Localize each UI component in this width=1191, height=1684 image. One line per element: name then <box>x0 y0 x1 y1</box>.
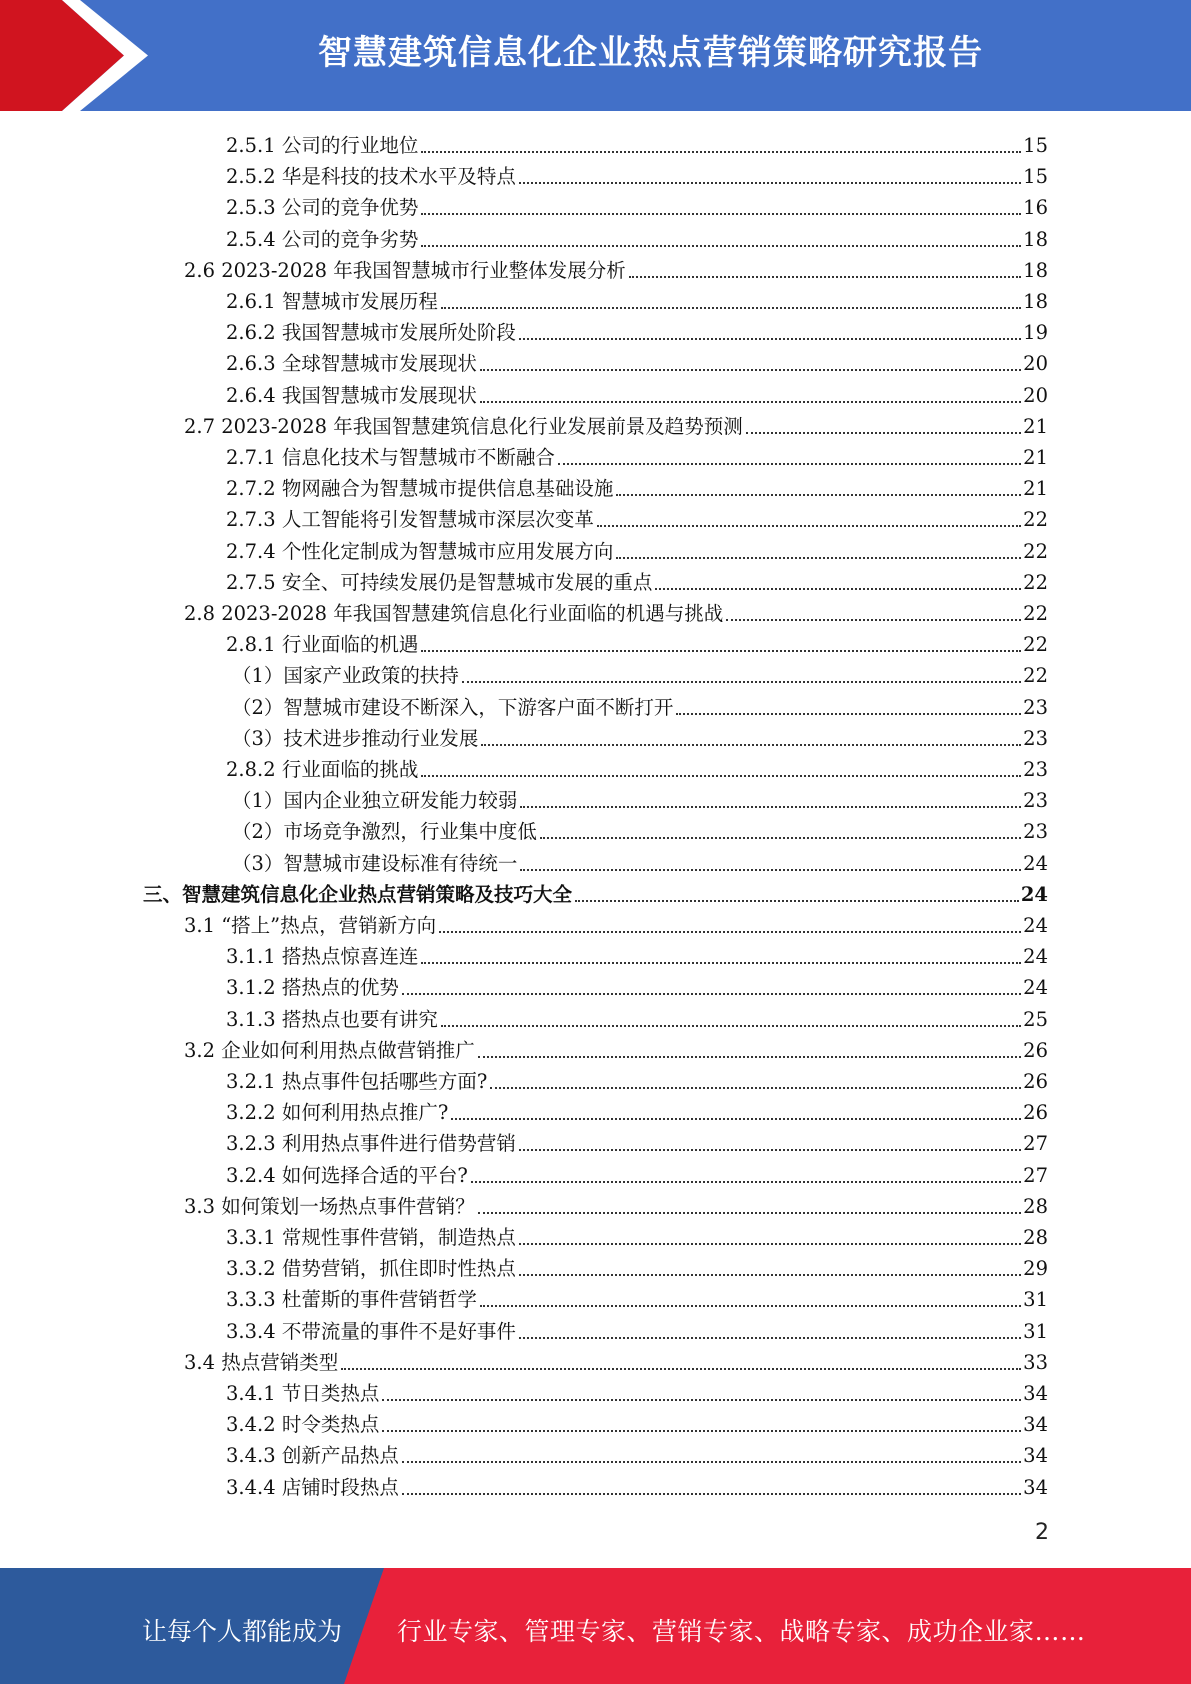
toc-dot-leader <box>558 463 1021 465</box>
toc-dot-leader <box>519 1149 1021 1151</box>
toc-entry[interactable] <box>143 877 1048 908</box>
toc-entry-page: 24 <box>1023 914 1048 937</box>
toc-entry[interactable] <box>226 378 1048 409</box>
toc-dot-leader <box>597 525 1021 527</box>
toc-entry-page: 22 <box>1023 570 1048 594</box>
toc-dot-leader <box>421 962 1021 964</box>
toc-entry[interactable] <box>226 1470 1048 1501</box>
toc-entry-title: 3.1 “搭上”热点，营销新方向 <box>184 914 437 937</box>
toc-entry-title: 3.4.1 节日类热点 <box>226 1382 380 1405</box>
toc-entry[interactable] <box>184 1033 1048 1064</box>
toc-dot-leader <box>540 837 1021 839</box>
toc-dot-leader <box>402 1493 1021 1495</box>
toc-entry-title: 3.2.3 利用热点事件进行借势营销 <box>226 1132 516 1156</box>
toc-entry-title: 3.3.3 杜蕾斯的事件营销哲学 <box>226 1288 477 1312</box>
toc-dot-leader <box>402 1461 1021 1463</box>
toc-entry-page: 21 <box>1023 446 1048 469</box>
toc-entry[interactable] <box>226 1220 1048 1251</box>
toc-entry[interactable] <box>226 1002 1048 1033</box>
toc-dot-leader <box>520 869 1021 871</box>
toc-entry-page: 33 <box>1023 1350 1048 1374</box>
toc-entry[interactable] <box>226 534 1048 565</box>
toc-dot-leader <box>520 806 1021 808</box>
toc-entry[interactable] <box>226 1251 1048 1282</box>
toc-dot-leader <box>471 1181 1021 1183</box>
toc-entry[interactable] <box>226 1064 1048 1095</box>
footer-slogan-right: 行业专家、管理专家、营销专家、战略专家、成功企业家…… <box>397 1617 1086 1646</box>
toc-entry-page: 31 <box>1023 1319 1048 1343</box>
toc-entry-title: （2）智慧城市建设不断深入，下游客户面不断打开 <box>232 695 674 719</box>
toc-dot-leader <box>402 993 1021 995</box>
toc-dot-leader <box>462 681 1021 683</box>
toc-dot-leader <box>519 1337 1021 1339</box>
toc-entry-title: 3.2 企业如何利用热点做营销推广 <box>184 1038 475 1062</box>
toc-entry-title: 2.8 2023-2028 年我国智慧建筑信息化行业面临的机遇与挑战 <box>184 602 724 625</box>
toc-entry[interactable] <box>184 253 1048 284</box>
toc-entry-title: 3.1.3 搭热点也要有讲究 <box>226 1007 438 1031</box>
toc-entry-page: 24 <box>1023 851 1048 875</box>
toc-entry-title: 3.3 如何策划一场热点事件营销？ <box>184 1194 475 1218</box>
toc-entry-page: 18 <box>1023 258 1048 282</box>
toc-entry[interactable] <box>226 1407 1048 1438</box>
toc-entry-page: 20 <box>1023 352 1048 376</box>
toc-entry[interactable] <box>226 1376 1048 1407</box>
toc-entry-title: 3.3.4 不带流量的事件不是好事件 <box>226 1319 516 1343</box>
header-red-arrow-icon <box>0 0 150 111</box>
toc-entry-title: 3.4.2 时令类热点 <box>226 1413 380 1437</box>
toc-entry-title: 2.5.1 公司的行业地位 <box>226 134 419 157</box>
toc-dot-leader <box>421 151 1021 153</box>
toc-entry[interactable] <box>226 502 1048 533</box>
toc-entry[interactable] <box>226 752 1048 783</box>
toc-dot-leader <box>629 276 1021 278</box>
toc-entry-title: 2.7.1 信息化技术与智慧城市不断融合 <box>226 446 555 469</box>
toc-entry-page: 21 <box>1023 414 1048 438</box>
toc-entry[interactable] <box>226 1126 1048 1157</box>
toc-entry-page: 27 <box>1023 1163 1048 1187</box>
toc-dot-leader <box>451 1118 1021 1120</box>
toc-entry[interactable] <box>226 346 1048 377</box>
toc-dot-leader <box>490 1087 1021 1089</box>
toc-entry[interactable] <box>226 222 1048 253</box>
toc-entry-title: 2.8.2 行业面临的挑战 <box>226 758 419 781</box>
toc-entry[interactable] <box>232 658 1048 689</box>
toc-dot-leader <box>481 744 1021 746</box>
toc-entry-page: 28 <box>1023 1194 1048 1218</box>
toc-entry-title: 2.5.2 华是科技的技术水平及特点 <box>226 165 516 189</box>
toc-entry[interactable] <box>226 128 1048 159</box>
toc-entry[interactable] <box>232 783 1048 814</box>
toc-dot-leader <box>746 432 1021 434</box>
toc-entry-title: 2.7 2023-2028 年我国智慧建筑信息化行业发展前景及趋势预测 <box>184 414 743 438</box>
toc-entry[interactable] <box>184 1189 1048 1220</box>
toc-entry-title: 3.4.3 创新产品热点 <box>226 1444 399 1468</box>
toc-dot-leader <box>655 588 1021 590</box>
toc-entry-page: 34 <box>1023 1382 1048 1405</box>
toc-entry[interactable] <box>226 1438 1048 1469</box>
toc-entry-page: 21 <box>1023 477 1048 501</box>
toc-dot-leader <box>421 213 1021 215</box>
toc-dot-leader <box>519 182 1021 184</box>
toc-entry[interactable] <box>232 690 1048 721</box>
toc-entry-page: 18 <box>1023 227 1048 251</box>
toc-dot-leader <box>441 1025 1021 1027</box>
toc-entry[interactable] <box>232 814 1048 845</box>
report-title: 智慧建筑信息化企业热点营销策略研究报告 <box>318 33 983 73</box>
toc-entry[interactable] <box>226 939 1048 970</box>
toc-dot-leader <box>676 713 1021 715</box>
toc-entry-page: 22 <box>1023 539 1048 563</box>
toc-entry[interactable] <box>184 1345 1048 1376</box>
toc-dot-leader <box>726 619 1021 621</box>
toc-entry-title: 三、智慧建筑信息化企业热点营销策略及技巧大全 <box>143 882 573 906</box>
toc-entry-page: 26 <box>1023 1038 1048 1062</box>
toc-entry[interactable] <box>226 970 1048 1001</box>
toc-entry-title: 3.1.1 搭热点惊喜连连 <box>226 945 419 969</box>
toc-entry-title: 3.3.2 借势营销，抓住即时性热点 <box>226 1257 516 1281</box>
toc-entry-title: 2.5.4 公司的竞争劣势 <box>226 227 419 251</box>
toc-entry[interactable] <box>226 627 1048 658</box>
toc-dot-leader <box>439 931 1021 933</box>
toc-entry[interactable] <box>184 908 1048 939</box>
toc-dot-leader <box>382 1430 1021 1432</box>
toc-entry-page: 34 <box>1023 1475 1048 1499</box>
toc-entry-page: 15 <box>1023 165 1048 189</box>
toc-entry[interactable] <box>226 284 1048 315</box>
toc-entry-title: 3.2.2 如何利用热点推广? <box>226 1101 449 1125</box>
toc-dot-leader <box>341 1368 1021 1370</box>
toc-entry-page: 34 <box>1023 1444 1048 1468</box>
toc-dot-leader <box>478 1056 1021 1058</box>
toc-entry[interactable] <box>232 846 1048 877</box>
toc-entry[interactable] <box>226 440 1048 471</box>
toc-entry-page: 23 <box>1023 758 1048 781</box>
toc-entry[interactable] <box>226 159 1048 190</box>
toc-entry[interactable] <box>226 1095 1048 1126</box>
toc-entry-page: 25 <box>1023 1007 1048 1031</box>
toc-entry-title: 2.6.3 全球智慧城市发展现状 <box>226 352 477 376</box>
toc-entry[interactable] <box>226 1158 1048 1189</box>
toc-entry-title: 2.5.3 公司的竞争优势 <box>226 196 419 220</box>
toc-entry-page: 23 <box>1023 726 1048 750</box>
toc-entry-title: 2.6 2023-2028 年我国智慧城市行业整体发展分析 <box>184 258 626 282</box>
toc-entry-page: 22 <box>1023 508 1048 532</box>
toc-entry-page: 24 <box>1023 976 1048 1000</box>
toc-entry-page: 22 <box>1023 664 1048 688</box>
toc-dot-leader <box>421 245 1021 247</box>
toc-entry-title: 3.4 热点营销类型 <box>184 1350 339 1374</box>
toc-dot-leader <box>478 1212 1021 1214</box>
toc-entry-title: 2.8.1 行业面临的机遇 <box>226 633 419 657</box>
toc-entry[interactable] <box>226 565 1048 596</box>
toc-dot-leader <box>480 369 1021 371</box>
toc-entry-page: 31 <box>1023 1288 1048 1312</box>
toc-dot-leader <box>575 900 1019 902</box>
page-number: 2 <box>1035 1520 1049 1545</box>
toc-dot-leader <box>616 494 1021 496</box>
toc-entry-title: 3.2.4 如何选择合适的平台? <box>226 1163 468 1187</box>
page-header <box>0 0 1191 111</box>
toc-entry-title: 2.7.4 个性化定制成为智慧城市应用发展方向 <box>226 539 614 563</box>
toc-entry-title: 2.6.4 我国智慧城市发展现状 <box>226 383 477 407</box>
toc-entry-title: 3.2.1 热点事件包括哪些方面? <box>226 1070 488 1093</box>
toc-entry-page: 26 <box>1023 1101 1048 1125</box>
toc-entry-page: 23 <box>1023 820 1048 844</box>
page-footer <box>0 1568 1191 1684</box>
toc-entry[interactable] <box>226 190 1048 221</box>
toc-dot-leader <box>480 1305 1021 1307</box>
toc-entry-title: （3）智慧城市建设标准有待统一 <box>232 851 518 875</box>
toc-entry-title: （3）技术进步推动行业发展 <box>232 726 479 750</box>
toc-entry-title: 3.1.2 搭热点的优势 <box>226 976 399 1000</box>
toc-entry-page: 27 <box>1023 1132 1048 1156</box>
toc-entry-title: （1）国内企业独立研发能力较弱 <box>232 789 518 813</box>
toc-entry[interactable] <box>226 1314 1048 1345</box>
toc-entry-page: 19 <box>1023 321 1048 345</box>
toc-entry-page: 16 <box>1023 196 1048 220</box>
toc-entry-page: 29 <box>1023 1257 1048 1281</box>
toc-dot-leader <box>519 1243 1021 1245</box>
toc-entry-page: 26 <box>1023 1070 1048 1093</box>
footer-slogan-left: 让每个人都能成为 <box>142 1617 343 1646</box>
toc-entry-title: 2.7.2 物网融合为智慧城市提供信息基础设施 <box>226 477 614 501</box>
toc-entry-page: 15 <box>1023 134 1048 157</box>
toc-dot-leader <box>441 307 1021 309</box>
toc-entry-title: 3.3.1 常规性事件营销，制造热点 <box>226 1226 516 1249</box>
toc-entry-page: 20 <box>1023 383 1048 407</box>
toc-entry-title: 2.6.1 智慧城市发展历程 <box>226 290 438 313</box>
toc-dot-leader <box>519 1274 1021 1276</box>
toc-dot-leader <box>382 1399 1021 1401</box>
toc-entry-page: 23 <box>1023 695 1048 719</box>
toc-entry-title: 3.4.4 店铺时段热点 <box>226 1475 399 1499</box>
toc-entry-page: 34 <box>1023 1413 1048 1437</box>
toc-entry-page: 22 <box>1023 602 1048 625</box>
toc-entry-title: 2.7.5 安全、可持续发展仍是智慧城市发展的重点 <box>226 570 653 594</box>
toc-entry-page: 23 <box>1023 789 1048 813</box>
toc-dot-leader <box>421 650 1021 652</box>
toc-entry[interactable] <box>232 721 1048 752</box>
toc-entry-title: （2）市场竞争激烈，行业集中度低 <box>232 820 537 844</box>
toc-entry-page: 24 <box>1020 882 1048 906</box>
toc-dot-leader <box>421 775 1021 777</box>
toc-dot-leader <box>616 557 1021 559</box>
toc-entry[interactable] <box>226 1282 1048 1313</box>
toc-entry-page: 28 <box>1023 1226 1048 1249</box>
toc-entry[interactable] <box>226 471 1048 502</box>
toc-entry-page: 24 <box>1023 945 1048 969</box>
toc-dot-leader <box>519 338 1021 340</box>
toc-entry-title: （1）国家产业政策的扶持 <box>232 664 459 688</box>
toc-entry-title: 2.6.2 我国智慧城市发展所处阶段 <box>226 321 516 345</box>
toc-dot-leader <box>480 401 1021 403</box>
toc-entry-title: 2.7.3 人工智能将引发智慧城市深层次变革 <box>226 508 594 532</box>
toc-entry[interactable] <box>184 409 1048 440</box>
toc-entry[interactable] <box>226 315 1048 346</box>
toc-entry[interactable] <box>184 596 1048 627</box>
toc-entry-page: 22 <box>1023 633 1048 657</box>
toc-entry-page: 18 <box>1023 290 1048 313</box>
